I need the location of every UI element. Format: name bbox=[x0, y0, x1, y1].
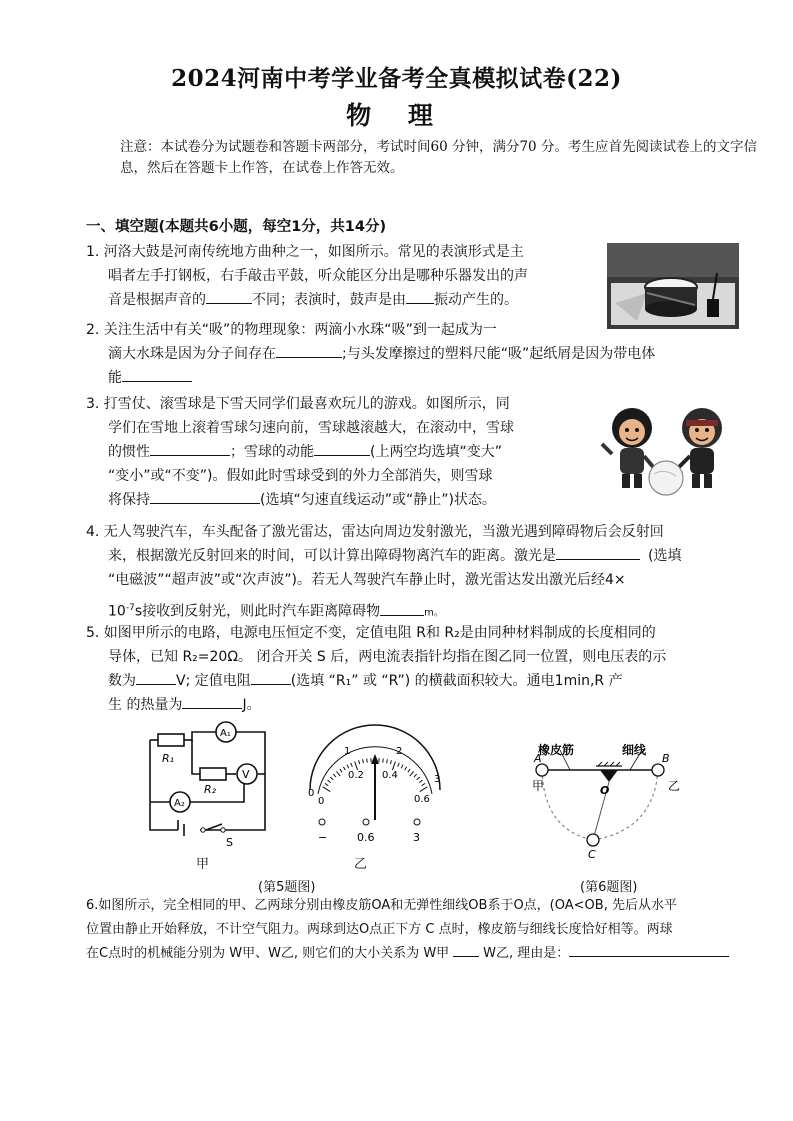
q3-line3 bbox=[86, 440, 606, 464]
dial-tick bbox=[401, 765, 403, 769]
fig5-caption: (第5题图) bbox=[258, 880, 316, 895]
dial-tick bbox=[392, 761, 395, 769]
question-3 bbox=[86, 392, 606, 512]
q4-line3: “电磁波”“超声波”或“次声波”)。若无人驾驶汽车静止时，激光雷达发出激光后经4× bbox=[108, 572, 626, 588]
q1-text-c: 振动产生的。 bbox=[434, 292, 518, 308]
rubber-band-label: 橡皮筋 bbox=[538, 743, 575, 757]
point-o-label: O bbox=[600, 784, 610, 797]
dial-tick bbox=[405, 767, 407, 770]
dial-tick bbox=[410, 771, 414, 776]
dial-tick bbox=[383, 759, 384, 763]
q3-text-c: (上两空均选填“变大” bbox=[370, 444, 502, 460]
question-6 bbox=[86, 894, 766, 966]
dial-bottom-2: 0.4 bbox=[382, 770, 398, 781]
terminal-0-6: 0.6 bbox=[357, 831, 375, 844]
dial-tick bbox=[367, 759, 368, 763]
q3-text-a: 的惯性 bbox=[108, 444, 150, 460]
answer-blank[interactable] bbox=[182, 694, 242, 709]
dial-top-3: 3 bbox=[434, 774, 441, 785]
switch-label: S bbox=[226, 836, 233, 849]
answer-blank[interactable] bbox=[406, 289, 434, 304]
q5-text-d: 生 的热量为 bbox=[108, 697, 183, 713]
dial-tick bbox=[328, 780, 331, 783]
dial-tick bbox=[351, 763, 353, 767]
dial-tick bbox=[347, 765, 349, 769]
q2-line1: 2. 关注生活中有关“吸”的物理现象：两滴小水珠“吸”到一起成为一 bbox=[86, 322, 497, 338]
q6-line3 bbox=[86, 942, 766, 966]
terminal-negative: − bbox=[318, 831, 328, 844]
q3-text-d: 将保持 bbox=[108, 492, 150, 508]
q4-text-a: 来，根据激光反射回来的时间，可以计算出障碍物离汽车的距离。激光是 bbox=[108, 548, 556, 564]
dial-bottom-1: 0.2 bbox=[348, 770, 364, 781]
answer-blank[interactable] bbox=[314, 441, 370, 456]
snowball-cartoon bbox=[598, 398, 738, 498]
q5-text-b: V; 定值电阻 bbox=[176, 673, 251, 689]
dial-tick bbox=[419, 780, 422, 783]
q5-text-e: J。 bbox=[242, 697, 261, 713]
resistor-r2-label: R₂ bbox=[204, 783, 217, 796]
q3-text-e: (选填“匀速直线运动”或“静止”)状态。 bbox=[260, 492, 496, 508]
dial-top-0: 0 bbox=[308, 788, 315, 799]
q1-line3 bbox=[86, 288, 606, 312]
q4-line2 bbox=[86, 544, 776, 568]
exam-notice: 注意：本试卷分为试题卷和答题卡两部分，考试时间60 分钟，满分70 分。考生应首先阅读试卷上的文字信息，然后在答题卡上作答，在试卷上作答无效。 bbox=[120, 139, 757, 176]
answer-blank[interactable] bbox=[380, 601, 424, 616]
dial-bottom-3: 0.6 bbox=[414, 794, 430, 805]
q3-line1: 3. 打雪仗、滚雪球是下雪天同学们最喜欢玩儿的游戏。如图所示，同 bbox=[86, 396, 510, 412]
pendulum-diagram bbox=[530, 740, 690, 860]
answer-blank[interactable] bbox=[206, 289, 252, 304]
circuit-diagram bbox=[140, 720, 275, 849]
q1-line1: 1. 河洛大鼓是河南传统地方曲种之一，如图所示。常见的表演形式是主 bbox=[86, 244, 524, 260]
answer-blank[interactable] bbox=[569, 942, 729, 957]
dial-tick bbox=[420, 787, 428, 792]
dial-tick bbox=[359, 760, 360, 764]
q2-line2 bbox=[86, 342, 766, 366]
dial-tick bbox=[333, 774, 336, 777]
q5-line3 bbox=[86, 669, 776, 693]
dial-tick bbox=[398, 763, 400, 767]
answer-blank[interactable] bbox=[122, 367, 192, 382]
point-a-label: A bbox=[534, 752, 542, 765]
point-c-label: C bbox=[588, 848, 596, 861]
ammeter-terminals bbox=[305, 815, 445, 845]
q4-text-c: 10 bbox=[108, 603, 126, 620]
q5-line1: 5. 如图甲所示的电路，电源电压恒定不变，定值电阻 R和 R₂是由同种材料制成的长度相同的 bbox=[86, 625, 656, 641]
q3-line4: “变小”或“不变”)。假如此时雪球受到的外力全部消失，则雪球 bbox=[108, 468, 493, 484]
dial-top-1: 1 bbox=[344, 746, 351, 757]
answer-blank[interactable] bbox=[150, 489, 260, 504]
dial-tick bbox=[325, 783, 328, 785]
q5-text-c: (选填 “R₁” 或 “R”) 的横截面积较大。通电1min,R 产 bbox=[290, 673, 623, 689]
q2-text-a: 滴大水珠是因为分子间存在 bbox=[108, 346, 276, 362]
dial-tick bbox=[408, 769, 410, 772]
question-2 bbox=[86, 318, 766, 390]
voltmeter-label: V bbox=[242, 768, 250, 781]
ball-yi-label: 乙 bbox=[668, 779, 681, 793]
q2-line3 bbox=[86, 366, 766, 390]
dial-tick bbox=[323, 787, 331, 792]
ball-jia-label: 甲 bbox=[532, 779, 545, 793]
q1-text-a: 音是根据声音的 bbox=[108, 292, 206, 308]
drum-photo bbox=[607, 243, 739, 329]
q1-line2: 唱者左手打钢板，右手敲击平鼓，听众能区分出是哪种乐器发出的声 bbox=[108, 268, 528, 284]
q3-line2: 学们在雪地上滚着雪球匀速向前，雪球越滚越大，在滚动中，雪球 bbox=[108, 420, 514, 436]
string-label: 细线 bbox=[622, 743, 647, 757]
fig5-jia-label: 甲 bbox=[196, 857, 210, 872]
dial-tick bbox=[414, 774, 417, 777]
dial-tick bbox=[387, 759, 388, 763]
dial-tick bbox=[390, 760, 391, 764]
q5-line2: 导体，已知 R₂=20Ω。 闭合开关 S 后，两电流表指针均指在图乙同一位置，则电压表的示 bbox=[108, 649, 667, 665]
q4-exponent: -7 bbox=[125, 603, 135, 613]
answer-blank[interactable] bbox=[150, 441, 230, 456]
exam-title: 2024河南中考学业备考全真模拟试卷(22) bbox=[171, 65, 622, 92]
q4-line1: 4. 无人驾驶汽车，车头配备了激光雷达，雷达向周边发射激光，当激光遇到障碍物后会反射回 bbox=[86, 524, 664, 540]
dial-tick bbox=[422, 783, 425, 785]
answer-blank[interactable] bbox=[136, 670, 176, 685]
q2-text-b: ;与头发摩擦过的塑料尺能“吸”起纸屑是因为带电体 bbox=[342, 346, 656, 362]
dial-top-2: 2 bbox=[396, 746, 403, 757]
q3-line5 bbox=[86, 488, 606, 512]
q4-text-b: (选填 bbox=[648, 548, 682, 564]
q6-line2: 位置由静止开始释放，不计空气阻力。两球到达O点正下方 C 点时，橡皮筋与细线长度恰好相等。两球 bbox=[86, 922, 673, 937]
answer-blank[interactable] bbox=[556, 545, 640, 560]
dial-tick bbox=[336, 771, 340, 776]
resistor-r1-label: R₁ bbox=[162, 752, 175, 765]
dial-tick bbox=[340, 769, 342, 772]
answer-blank[interactable] bbox=[251, 670, 291, 685]
dial-tick bbox=[355, 761, 358, 769]
ammeter-a1-label: A₁ bbox=[220, 728, 231, 739]
section-title: 一、填空题(本题共6小题，每空1分，共14分) bbox=[86, 219, 387, 235]
question-5 bbox=[86, 621, 776, 717]
dial-tick bbox=[363, 759, 364, 763]
question-1 bbox=[86, 240, 606, 312]
terminal-3: 3 bbox=[413, 831, 420, 844]
dial-tick bbox=[343, 767, 345, 770]
fig5-yi-label: 乙 bbox=[354, 857, 368, 872]
q6-text-b: W乙, 理由是： bbox=[483, 946, 570, 961]
point-b-label: B bbox=[662, 752, 670, 765]
subject-title: 物 理 bbox=[346, 101, 447, 130]
dial-tick bbox=[330, 777, 333, 780]
answer-blank[interactable] bbox=[453, 942, 479, 957]
q1-text-b: 不同；表演时，鼓声是由 bbox=[252, 292, 406, 308]
q6-text-a: 在C点时的机械能分别为 W甲、W乙, 则它们的大小关系为 W甲 bbox=[86, 946, 450, 961]
dial-bottom-0: 0 bbox=[318, 796, 325, 807]
q2-text-c: 能 bbox=[108, 370, 122, 386]
q4-text-e: m。 bbox=[424, 607, 444, 619]
question-4 bbox=[86, 520, 776, 626]
q5-text-a: 数为 bbox=[108, 673, 136, 689]
q4-text-d: s接收到反射光，则此时汽车距离障碍物 bbox=[134, 603, 381, 620]
dial-tick bbox=[417, 777, 420, 780]
q6-line1: 6.如图所示，完全相同的甲、乙两球分别由橡皮筋OA和无弹性细线OB系于O点，(OA<OB, 先后从水平 bbox=[86, 898, 677, 913]
ammeter-a2-label: A₂ bbox=[174, 798, 185, 809]
q3-text-b: ；雪球的动能 bbox=[230, 444, 314, 460]
fig6-caption: (第6题图) bbox=[580, 880, 638, 895]
q5-line4 bbox=[86, 693, 776, 717]
answer-blank[interactable] bbox=[276, 343, 342, 358]
